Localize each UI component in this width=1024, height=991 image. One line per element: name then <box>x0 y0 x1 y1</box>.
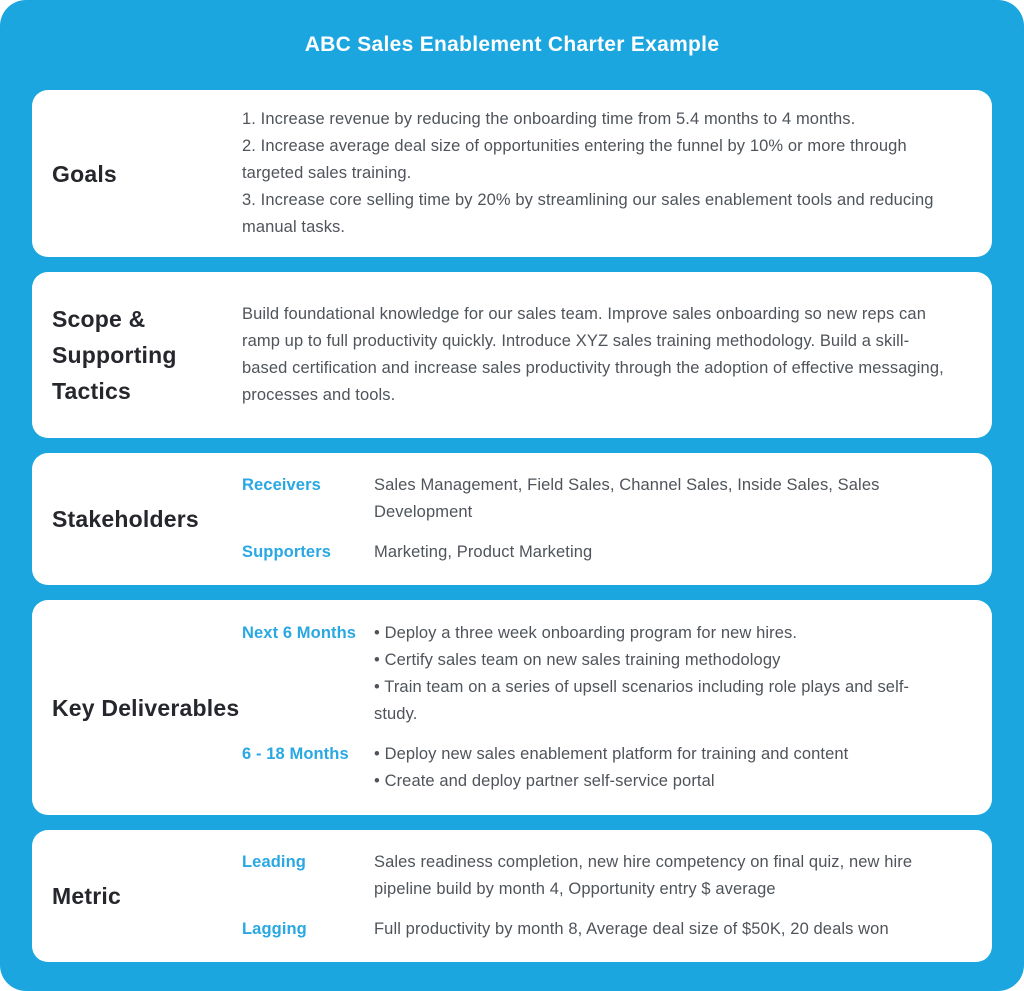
bullet-item: • Create and deploy partner self-service portal <box>374 768 947 795</box>
stakeholders-row-receivers <box>242 472 947 526</box>
section-key-deliverables <box>32 600 992 815</box>
stakeholders-row-supporters <box>242 539 947 566</box>
metric-row-leading <box>242 849 947 903</box>
section-goals <box>32 90 992 257</box>
goals-heading: Goals <box>52 160 117 187</box>
stakeholders-heading: Stakeholders <box>52 506 199 532</box>
receivers-label: Receivers <box>242 476 321 494</box>
next-6-months-label: Next 6 Months <box>242 624 357 642</box>
deliverables-row-next-6-months <box>242 620 947 728</box>
bullet-item: • Deploy new sales enablement platform for training and content <box>374 741 947 768</box>
6-18-months-label: 6 - 18 Months <box>242 745 349 763</box>
key-deliverables-heading: Key Deliverables <box>52 694 240 721</box>
section-metric <box>32 830 992 962</box>
lagging-text: Full productivity by month 8, Average deal size of $50K, 20 deals won <box>374 920 889 938</box>
key-deliverables-body <box>242 620 947 795</box>
lagging-label: Lagging <box>242 920 307 938</box>
goals-body <box>242 106 947 241</box>
bullet-item: • Deploy a three week onboarding program for new hires. <box>374 620 947 647</box>
deliverables-row-6-18-months <box>242 741 947 795</box>
goal-item-1: 1. Increase revenue by reducing the onboarding time from 5.4 months to 4 months. <box>242 110 856 128</box>
next-6-months-bullets <box>374 620 947 728</box>
leading-label: Leading <box>242 853 306 871</box>
metric-row-lagging <box>242 916 947 943</box>
metric-body <box>242 849 947 943</box>
section-scope <box>32 272 992 438</box>
metric-heading: Metric <box>52 883 121 909</box>
leading-text: Sales readiness completion, new hire competency on final quiz, new hire pipeline build by month 4, Opportunity entry $ average <box>374 853 913 898</box>
6-18-months-bullets <box>374 741 947 795</box>
scope-heading: Scope & Supporting Tactics <box>52 306 177 404</box>
scope-body: Build foundational knowledge for our sales team. Improve sales onboarding so new reps can ramp up to full productivity quickly. Introduce XYZ sales training methodology. Build a skill-based certification and increase sales productivity through the adoption of effective messaging, processes and tools. <box>242 305 944 404</box>
page-title: ABC Sales Enablement Charter Example <box>304 33 720 56</box>
receivers-text: Sales Management, Field Sales, Channel Sales, Inside Sales, Sales Development <box>374 476 880 521</box>
section-stakeholders <box>32 453 992 585</box>
title-bar <box>0 0 1024 90</box>
bullet-item: • Certify sales team on new sales training methodology <box>374 647 947 674</box>
stakeholders-body <box>242 472 947 566</box>
supporters-text: Marketing, Product Marketing <box>374 543 593 561</box>
goal-item-3: 3. Increase core selling time by 20% by streamlining our sales enablement tools and reducing manual tasks. <box>242 191 934 236</box>
bullet-item: • Train team on a series of upsell scenarios including role plays and self-study. <box>374 674 947 728</box>
goal-item-2: 2. Increase average deal size of opportunities entering the funnel by 10% or more through targeted sales training. <box>242 137 907 182</box>
supporters-label: Supporters <box>242 543 332 561</box>
